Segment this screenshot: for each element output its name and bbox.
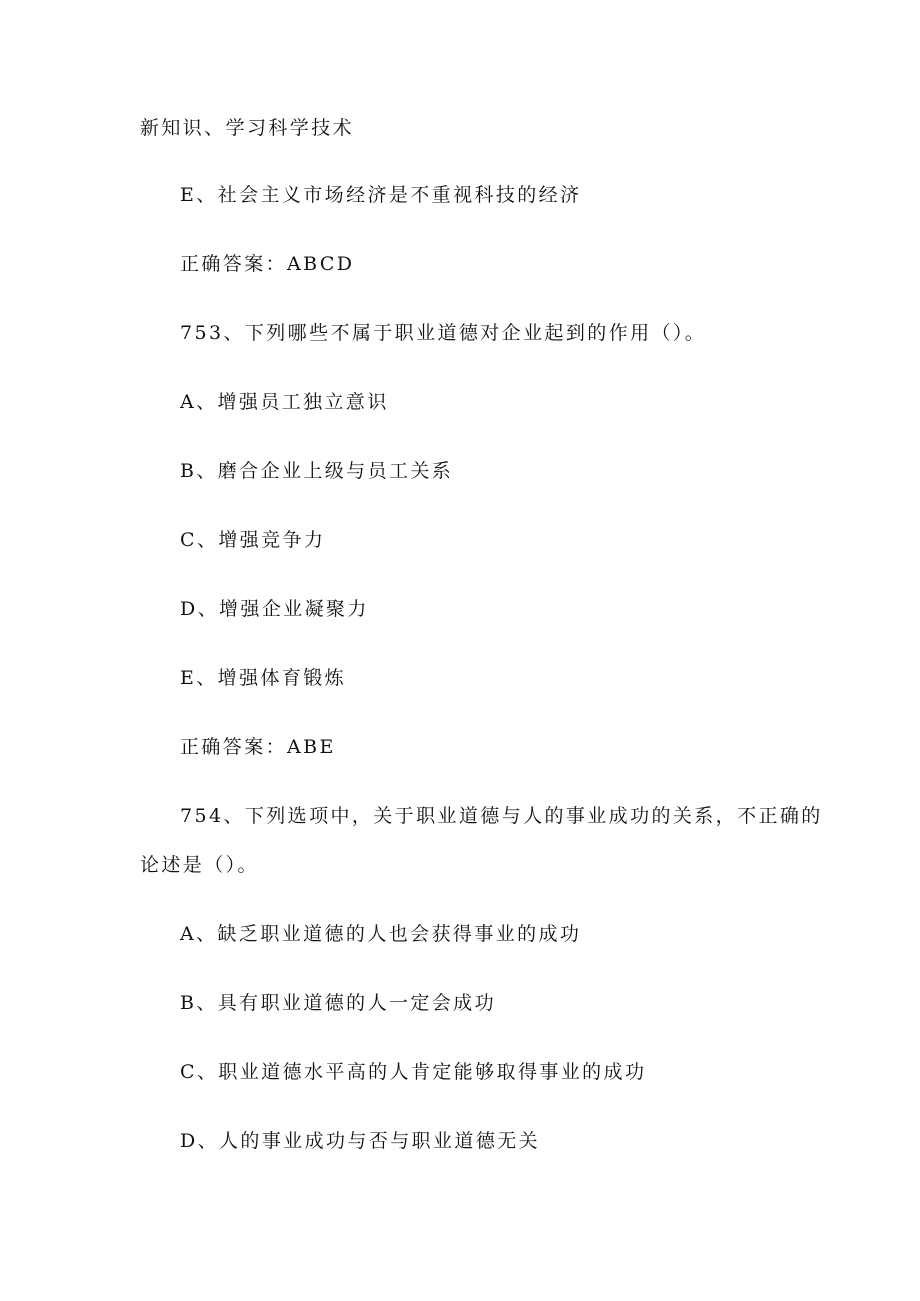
q753-option-e: E、增强体育锻炼: [180, 667, 347, 689]
q754-option-b: B、具有职业道德的人一定会成功: [180, 992, 496, 1014]
prev-option-e: E、社会主义市场经济是不重视科技的经济: [180, 184, 582, 206]
q754-option-c: C、职业道德水平高的人肯定能够取得事业的成功: [180, 1061, 647, 1083]
q754-option-d: D、人的事业成功与否与职业道德无关: [180, 1130, 541, 1152]
q753-answer: 正确答案：ABE: [180, 736, 336, 758]
q754-option-a: A、缺乏职业道德的人也会获得事业的成功: [180, 923, 582, 945]
q753-option-b: B、磨合企业上级与员工关系: [180, 460, 454, 482]
prev-answer: 正确答案：ABCD: [180, 253, 355, 275]
question-753: 753、下列哪些不属于职业道德对企业起到的作用（）。: [180, 322, 707, 344]
q753-option-c: C、增强竞争力: [180, 529, 326, 551]
q753-option-a: A、增强员工独立意识: [180, 391, 389, 413]
continuation-text: 新知识、学习科学技术: [140, 117, 355, 139]
question-754-line1: 754、下列选项中，关于职业道德与人的事业成功的关系，不正确的: [180, 805, 823, 827]
question-754-line2: 论述是（）。: [140, 854, 259, 876]
q753-option-d: D、增强企业凝聚力: [180, 598, 369, 620]
